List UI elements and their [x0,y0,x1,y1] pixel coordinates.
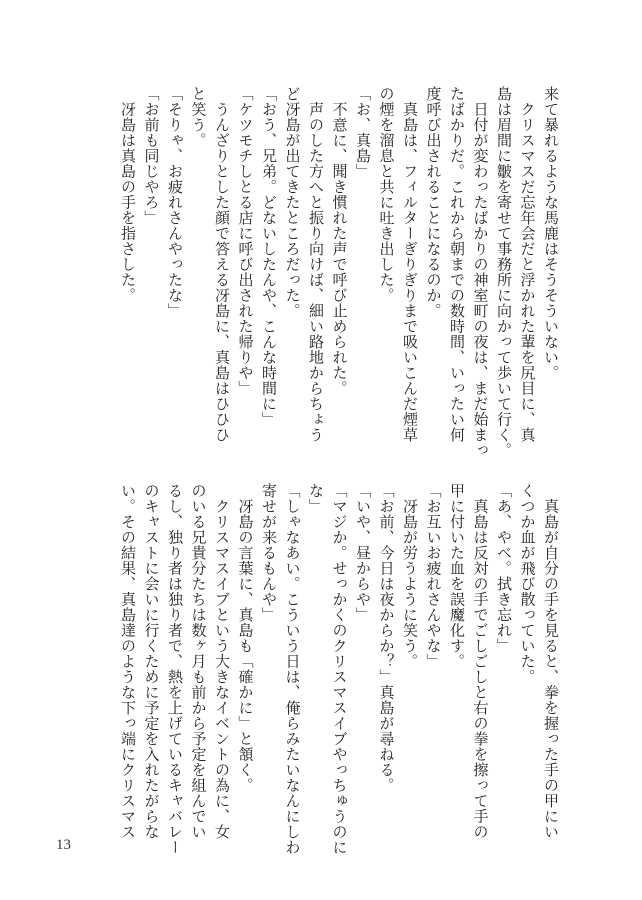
text-line: 「いや、昼からや」 [354,483,372,623]
text-line: 真島は、フィルターぎりぎりまで吸いこんだ煙草 [401,86,419,443]
text-line: 「しゃなあい。こういう日は、俺らみたいなんにしわ [283,483,302,855]
page-number: 13 [56,837,71,853]
text-line: 「お、真島」 [354,86,372,179]
text-line: うんざりとした顔で答える冴島に、真島はひひひ [213,86,231,443]
text-line: 寄せが来るもんや」 [260,483,278,623]
text-line: 来て暴れるような馬鹿はそうそういない。 [542,86,560,381]
text-line: 「おう、兄弟。どないしたんや、こんな時間に」 [260,86,278,427]
lower-text-block [116,483,563,863]
text-line: くつか血が飛び散っていた。 [518,483,537,685]
text-line: 冴島は真島の手を指さした。 [119,86,137,303]
text-line: 冴島の言葉に、真島も「確かに」と頷く。 [236,483,255,793]
text-line: の煙を溜息と共に吐き出した。 [377,86,396,303]
upper-text-block [116,86,563,466]
text-line: 甲に付いた血を誤魔化す。 [448,483,466,669]
text-line: 日付が変わったばかりの神室町の夜は、まだ始まっ [471,86,490,458]
text-line: 冴島が労うように笑う。 [401,483,419,669]
text-line: 「そりゃ、お疲れさんやったな」 [166,86,184,319]
text-line: クリスマスだ忘年会だと浮かれた輩を尻目に、真 [518,86,537,443]
text-line: い。その結果、真島達のような下っ端にクリスマス [119,483,137,840]
text-line: 「お前も同じやろ」 [142,86,161,226]
text-line: 声のした方へと振り向けば、細い路地からちょう [307,86,325,443]
text-line: 「あ、やべ。拭き忘れ」 [495,483,513,654]
text-line: るし、独り者は独り者で、熱を上げているキャバレー [166,483,184,855]
text-line: 「お前、今日は夜からか？」真島が尋ねる。 [377,483,396,793]
text-line: な」 [307,483,325,514]
text-line: 「ケツモチしとる店に呼び出された帰りや」 [236,86,255,396]
text-line: 島は眉間に皺を寄せて事務所に向かって歩いて行く。 [495,86,513,458]
text-line: のキャストに会いに行くために予定を入れたがらな [142,483,161,840]
text-line: クリスマスイブという大きなイベントの為に、女 [213,483,231,840]
text-line: 真島は反対の手でごしごしと右の拳を擦って手の [471,483,490,840]
text-line: 「マジか。せっかくのクリスマスイブやっちゅうのに [330,483,349,855]
text-line: ど冴島が出てきたところだった。 [283,86,302,319]
text-line: 「お互いお疲れさんやな」 [424,483,443,669]
text-line: 不意に、聞き慣れた声で呼び止められた。 [330,86,349,396]
text-line: のいる兄貴分たちは数ヶ月も前から予定を組んでい [189,483,208,840]
text-line: 真島が自分の手を見ると、拳を握った手の甲にい [542,483,560,840]
text-line: 度呼び出されることになるのか。 [424,86,443,319]
text-line: たばかりだ。これから朝までの数時間、いったい何 [448,86,466,443]
text-line: と笑う。 [189,86,208,148]
